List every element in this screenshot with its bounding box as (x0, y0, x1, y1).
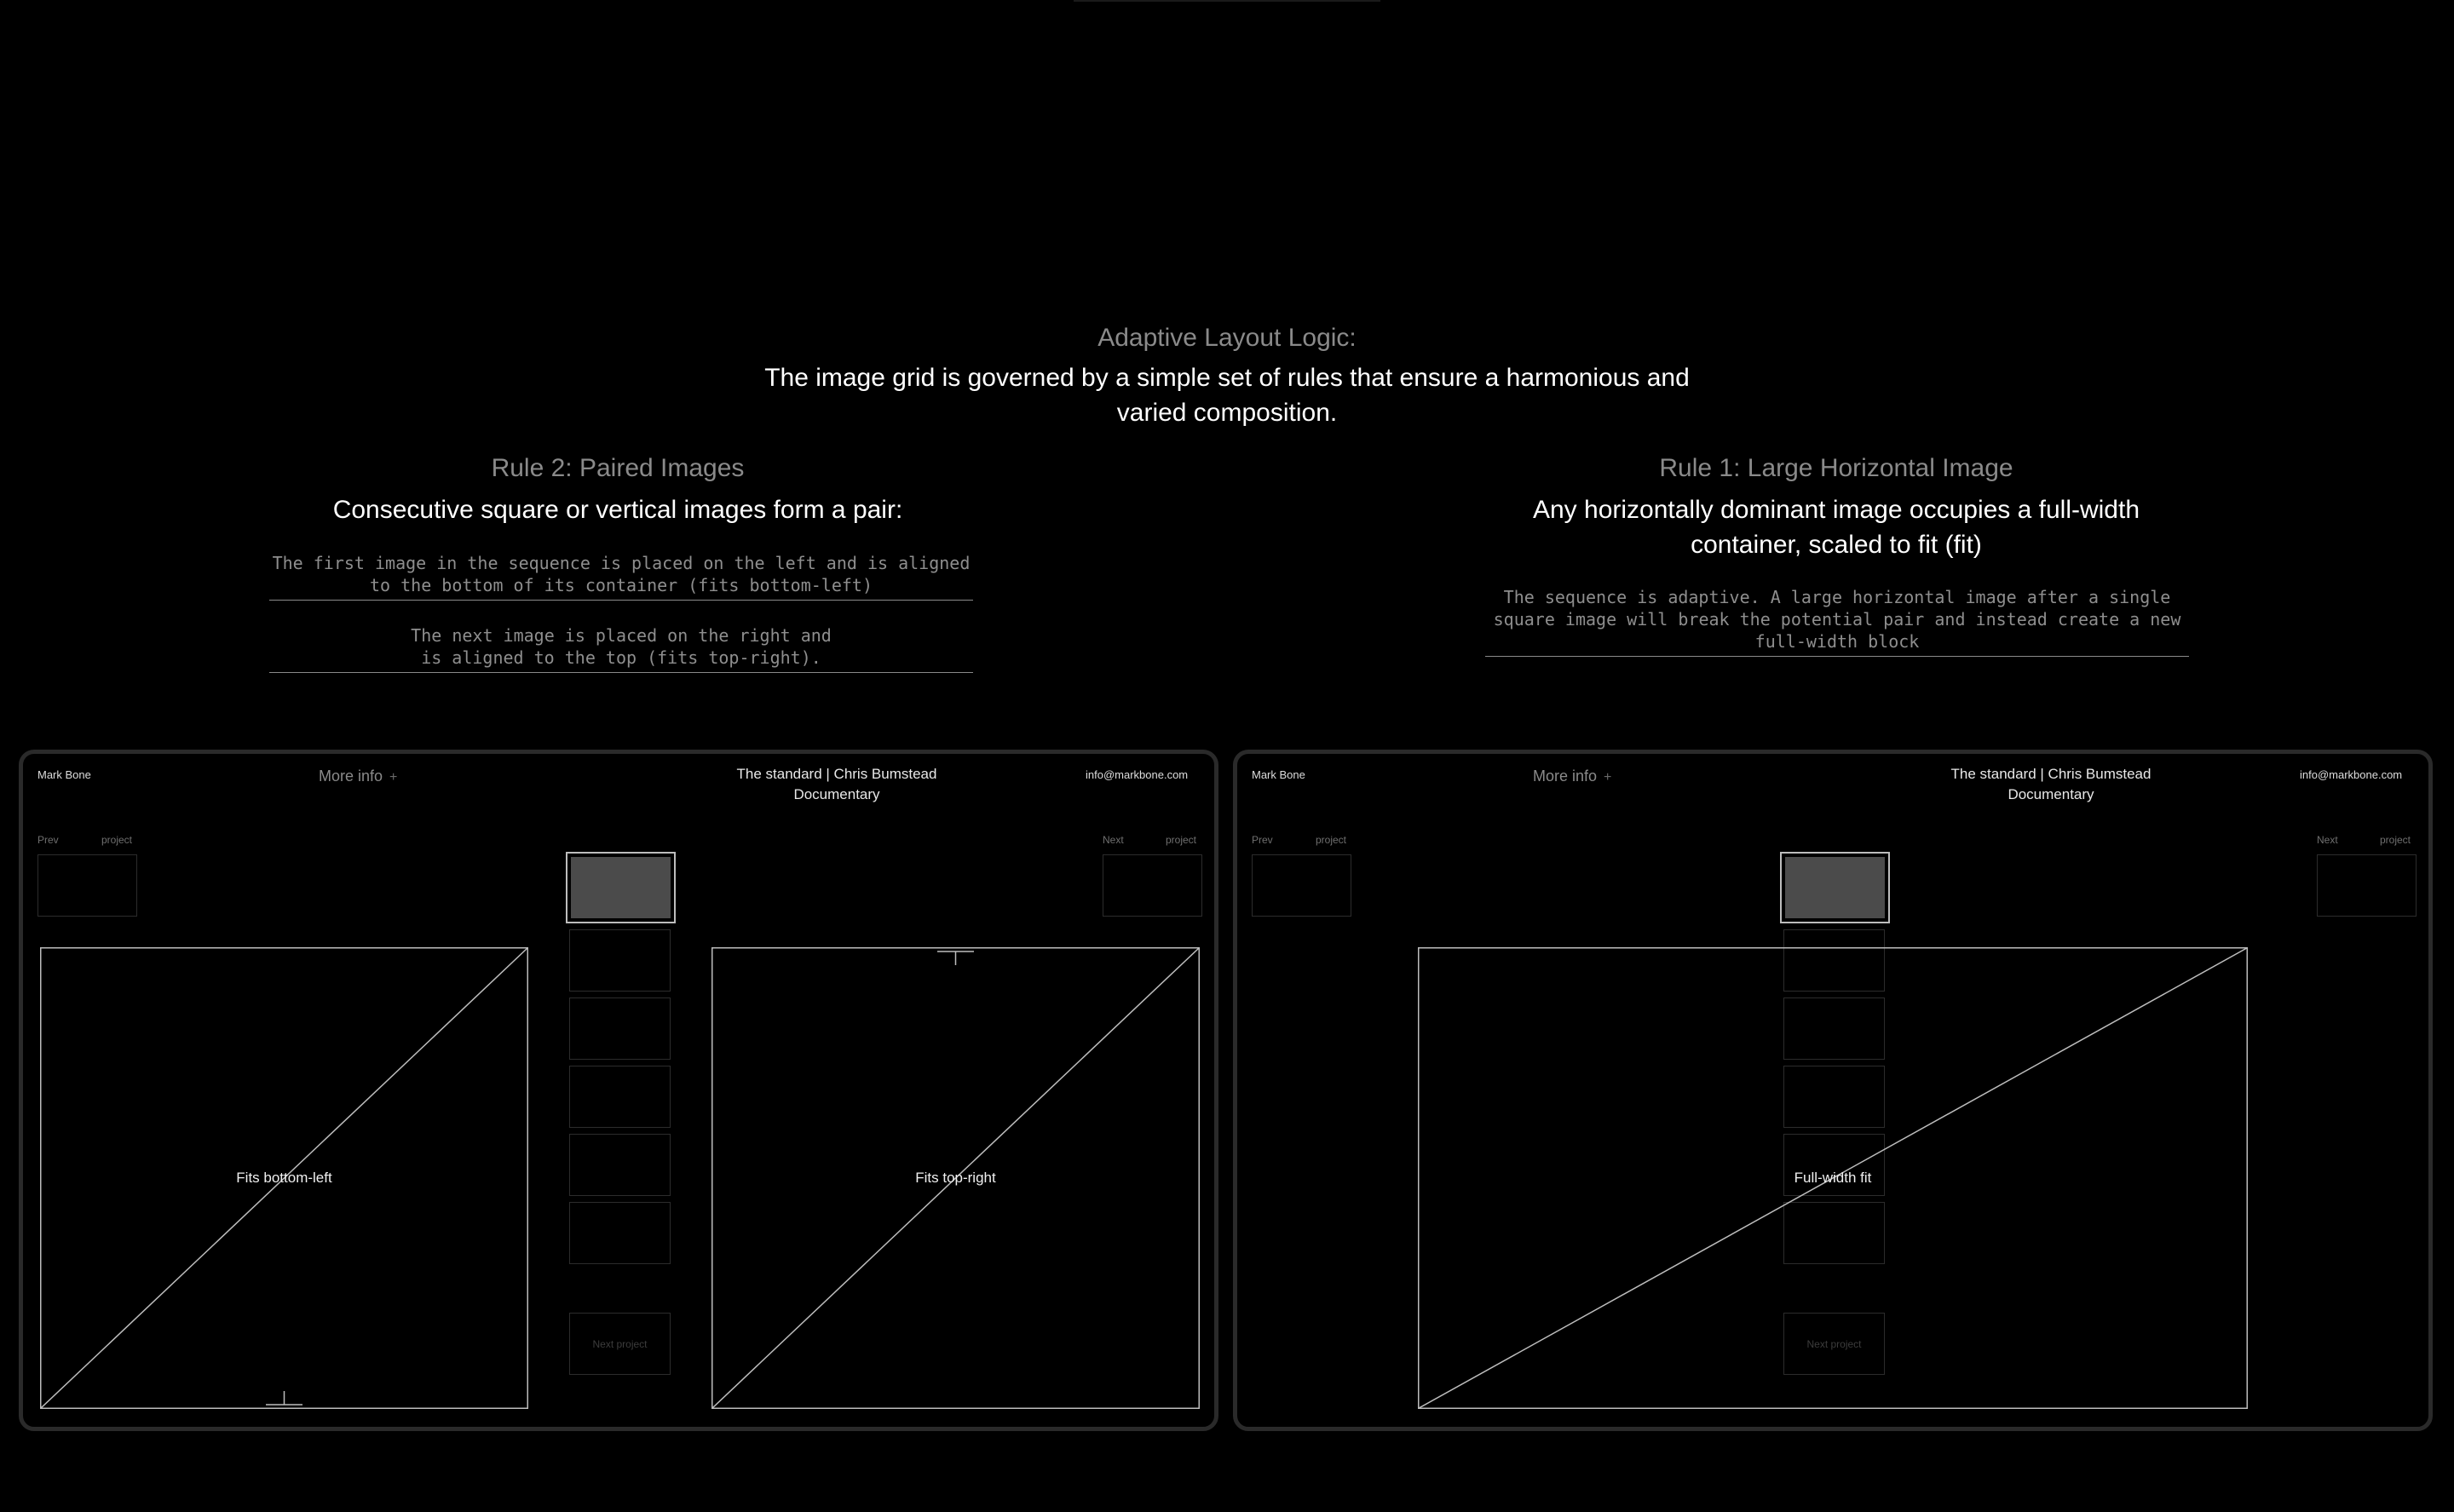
next-label: Next (1103, 834, 1124, 846)
intro-body: The image grid is governed by a simple set of rules that ensure a harmonious and varied composition. (764, 364, 1690, 427)
next-project-thumbnail[interactable] (2317, 854, 2417, 917)
plus-icon: + (389, 770, 398, 785)
full-width-fit-label: Full-width fit (1794, 1170, 1872, 1186)
brand-logo[interactable]: Mark Bone (1252, 768, 1305, 781)
rule2-title: Rule 2: Paired Images (491, 454, 745, 482)
paired-images-mockup (19, 750, 1218, 1431)
project-title-line2: Documentary (2008, 786, 2094, 802)
more-info-label: More info (1533, 767, 1598, 785)
plus-icon: + (1604, 770, 1612, 785)
full-width-mockup (1233, 750, 2433, 1431)
next-project-button[interactable]: Next project (569, 1313, 671, 1375)
intro-title: Adaptive Layout Logic: (1097, 324, 1357, 352)
project-title (722, 764, 952, 805)
project-title-line1: The standard | Chris Bumstead (1950, 766, 2152, 782)
top-edge-line (1074, 0, 1380, 2)
thumbnail[interactable] (569, 1066, 671, 1128)
prev-project-thumbnail[interactable] (37, 854, 137, 917)
more-info-label: More info (319, 767, 383, 785)
email-link[interactable]: info@markbone.com (1086, 768, 1189, 781)
project-title-line1: The standard | Chris Bumstead (736, 766, 937, 782)
prev-project-label: project (1316, 834, 1347, 846)
next-label: Next (2317, 834, 2338, 846)
thumbnail-active[interactable] (1780, 852, 1890, 923)
rule2-note-next (269, 624, 973, 673)
prev-label: Prev (1252, 834, 1273, 846)
thumbnail[interactable] (569, 997, 671, 1060)
thumbnail[interactable] (569, 1202, 671, 1264)
rule1-note: The sequence is adaptive. A large horizontal image after a single square image will break the potential pair and instead create a new full-width block (1485, 586, 2189, 657)
rule1-body: Any horizontally dominant image occupies a full-width container, scaled to fit (fit) (1532, 496, 2140, 559)
more-info-button[interactable] (1533, 767, 1611, 785)
fits-bottom-left-label: Fits bottom-left (236, 1170, 332, 1186)
rule2-note-first: The first image in the sequence is placed on the left and is aligned to the bottom of its container (fits bottom-left) (269, 552, 973, 601)
email-link[interactable]: info@markbone.com (2300, 768, 2403, 781)
prev-project-thumbnail[interactable] (1252, 854, 1351, 917)
project-title-line2: Documentary (793, 786, 880, 802)
next-project-label: project (2380, 834, 2411, 846)
prev-project-label: project (101, 834, 133, 846)
rule2-body: Consecutive square or vertical images form a pair: (332, 496, 903, 524)
fits-top-right-label: Fits top-right (915, 1170, 996, 1186)
rule2-note-next-text: The next image is placed on the right and is aligned to the top (fits top-right). (411, 625, 832, 668)
thumbnail[interactable] (569, 929, 671, 992)
next-project-label: project (1166, 834, 1197, 846)
next-project-thumbnail[interactable] (1103, 854, 1202, 917)
brand-logo[interactable]: Mark Bone (37, 768, 91, 781)
thumbnail[interactable] (569, 1134, 671, 1196)
thumbnail-active[interactable] (566, 852, 676, 923)
rule1-title: Rule 1: Large Horizontal Image (1659, 454, 2013, 482)
more-info-button[interactable] (319, 767, 397, 785)
prev-label: Prev (37, 834, 59, 846)
project-title (1936, 764, 2166, 805)
next-project-button[interactable]: Next project (1783, 1313, 1885, 1375)
